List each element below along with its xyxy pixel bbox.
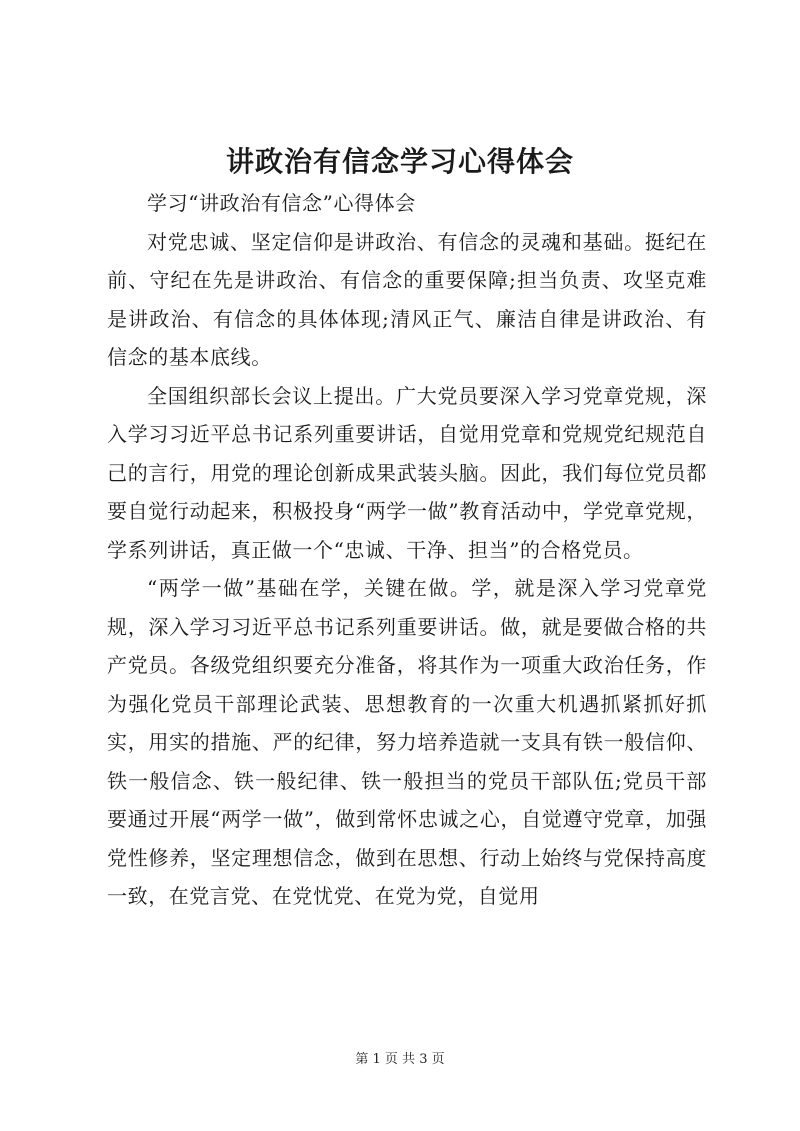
paragraph-2: 全国组织部长会议上提出。广大党员要深入学习党章党规，深入学习习近平总书记系列重要讲话，自觉用党章和党规党纪规范自己的言行，用党的理论创新成果武装头脑。因此，我们每位党员都要自觉行动起来，积极投身“两学一做”教育活动中，学党章党规，学系列讲话，真正做一个“忠诚、干净、担当”的合格党员。 [107, 383, 707, 562]
document-title: 讲政治有信念学习心得体会 [225, 145, 574, 178]
page-footer: 第 1 页 共 3 页 [355, 1052, 445, 1067]
subtitle-line: 学习“讲政治有信念”心得体会 [147, 191, 416, 215]
paragraph-3: “两学一做”基础在学，关键在做。学，就是深入学习党章党规，深入学习习近平总书记系列重要讲话。做，就是要做合格的共产党员。各级党组织要充分准备，将其作为一项重大政治任务，作为强化党员干部理论武装、思想教育的一次重大机遇抓紧抓好抓实，用实的措施、严的纪律，努力培养造就一支具有铁一般信仰、铁一般信念、铁一般纪律、铁一般担当的党员干部队伍;党员干部要通过开展“两学一做”，做到常怀忠诚之心，自觉遵守党章，加强党性修养，坚定理想信念，做到在思想、行动上始终与党保持高度一致，在党言党、在党忧党、在党为党，自觉用 [107, 576, 707, 908]
paragraph-1: 对党忠诚、坚定信仰是讲政治、有信念的灵魂和基础。挺纪在前、守纪在先是讲政治、有信念的重要保障;担当负责、攻坚克难是讲政治、有信念的具体体现;清风正气、廉洁自律是讲政治、有信念的基本底线。 [107, 229, 707, 369]
document-body [107, 184, 707, 916]
